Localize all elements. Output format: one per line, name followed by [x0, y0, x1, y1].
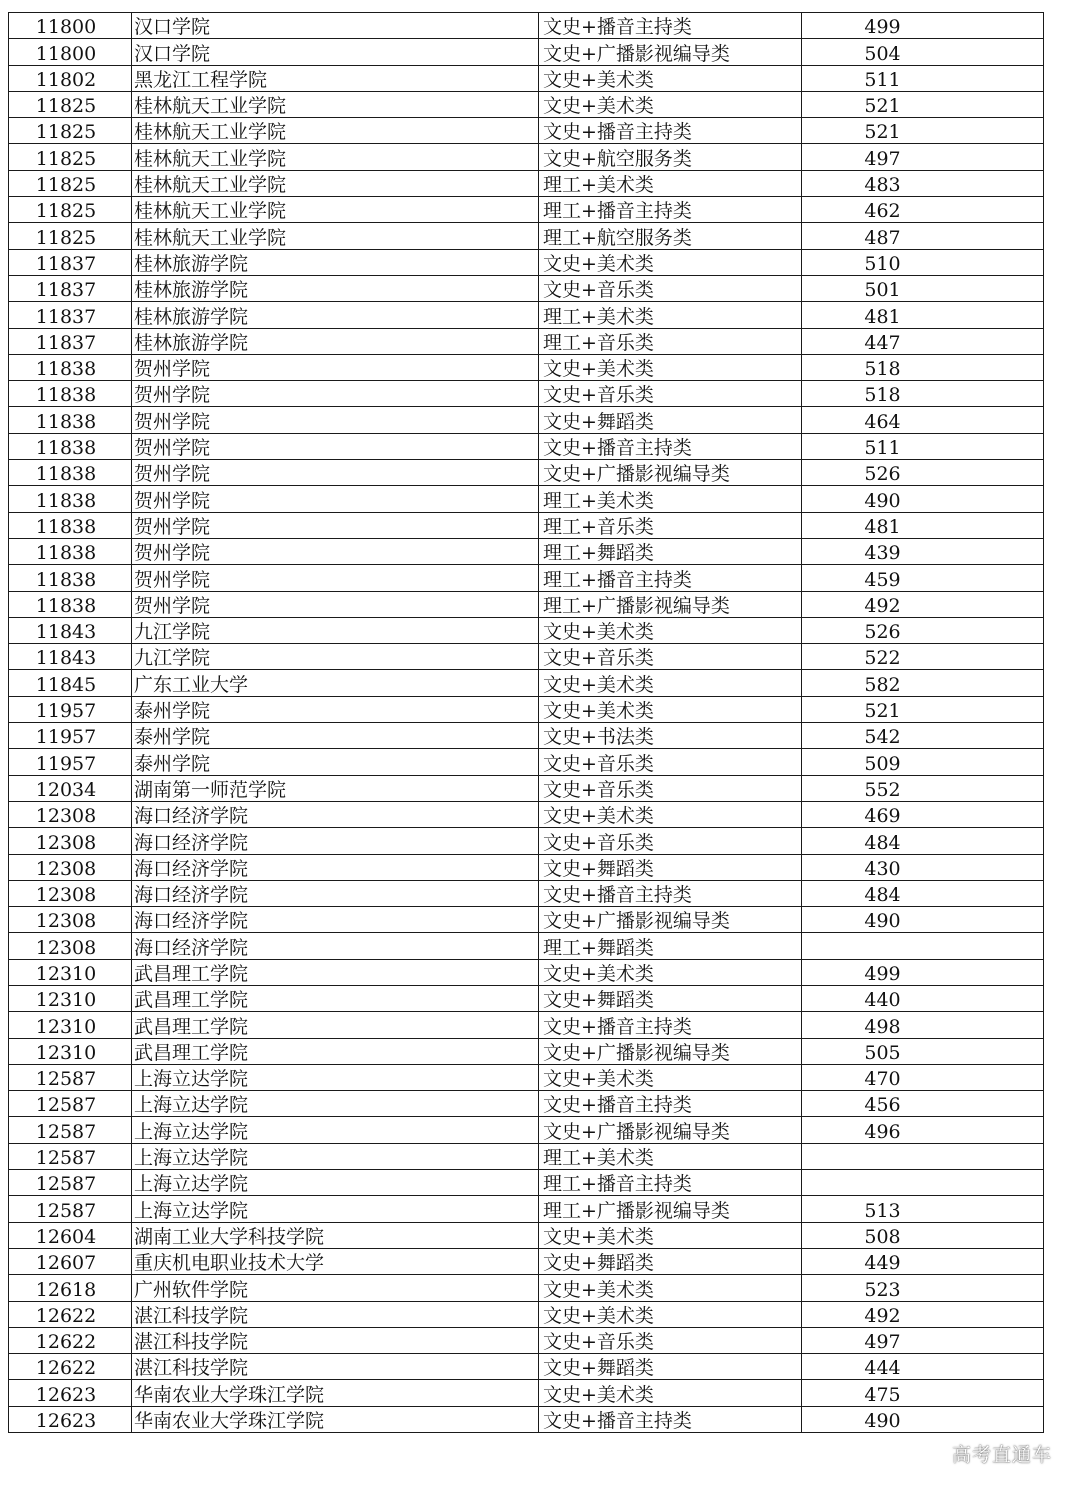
cell-school-name: 九江学院 [132, 617, 539, 643]
cell-school-code: 11802 [9, 65, 132, 91]
watermark-text: 高考直通车 [951, 1444, 1052, 1466]
table-row [9, 723, 1044, 749]
cell-subject-category: 文史+音乐类 [539, 381, 802, 407]
cell-score: 464 [802, 407, 1044, 433]
table-row [9, 1248, 1044, 1274]
cell-score: 526 [802, 617, 1044, 643]
cell-school-code: 11838 [9, 354, 132, 380]
cell-school-name: 贺州学院 [132, 407, 539, 433]
cell-school-code: 12623 [9, 1380, 132, 1406]
table-row [9, 91, 1044, 117]
cell-score [802, 1170, 1044, 1196]
cell-subject-category: 理工+美术类 [539, 486, 802, 512]
cell-subject-category: 文史+广播影视编导类 [539, 39, 802, 65]
cell-school-name: 湛江科技学院 [132, 1354, 539, 1380]
table-row [9, 1380, 1044, 1406]
cell-subject-category: 文史+美术类 [539, 959, 802, 985]
cell-score: 542 [802, 723, 1044, 749]
cell-school-code: 11838 [9, 407, 132, 433]
cell-school-name: 上海立达学院 [132, 1091, 539, 1117]
cell-score: 470 [802, 1064, 1044, 1090]
cell-school-name: 上海立达学院 [132, 1170, 539, 1196]
cell-score: 523 [802, 1275, 1044, 1301]
table-row [9, 1354, 1044, 1380]
cell-school-code: 11800 [9, 13, 132, 39]
cell-subject-category: 文史+播音主持类 [539, 13, 802, 39]
cell-school-name: 海口经济学院 [132, 828, 539, 854]
table-row [9, 328, 1044, 354]
cell-subject-category: 文史+美术类 [539, 1222, 802, 1248]
cell-subject-category: 文史+播音主持类 [539, 118, 802, 144]
cell-score: 521 [802, 118, 1044, 144]
cell-school-code: 12623 [9, 1406, 132, 1432]
cell-subject-category: 文史+音乐类 [539, 775, 802, 801]
cell-school-name: 贺州学院 [132, 591, 539, 617]
cell-subject-category: 文史+美术类 [539, 354, 802, 380]
cell-school-name: 武昌理工学院 [132, 1012, 539, 1038]
cell-school-name: 泰州学院 [132, 723, 539, 749]
cell-school-code: 11825 [9, 170, 132, 196]
table-row [9, 801, 1044, 827]
table-row [9, 1327, 1044, 1353]
cell-subject-category: 文史+广播影视编导类 [539, 1117, 802, 1143]
cell-school-code: 12587 [9, 1091, 132, 1117]
cell-school-code: 11845 [9, 670, 132, 696]
cell-score: 484 [802, 828, 1044, 854]
cell-score: 496 [802, 1117, 1044, 1143]
cell-school-name: 华南农业大学珠江学院 [132, 1380, 539, 1406]
table-row [9, 1196, 1044, 1222]
table-row [9, 512, 1044, 538]
cell-subject-category: 理工+航空服务类 [539, 223, 802, 249]
table-row [9, 749, 1044, 775]
cell-school-name: 海口经济学院 [132, 801, 539, 827]
cell-score: 521 [802, 91, 1044, 117]
cell-score: 440 [802, 985, 1044, 1011]
cell-school-name: 泰州学院 [132, 696, 539, 722]
cell-subject-category: 理工+音乐类 [539, 328, 802, 354]
cell-school-code: 12587 [9, 1170, 132, 1196]
cell-subject-category: 文史+音乐类 [539, 275, 802, 301]
cell-school-code: 11838 [9, 591, 132, 617]
cell-school-name: 广州软件学院 [132, 1275, 539, 1301]
cell-subject-category: 文史+舞蹈类 [539, 985, 802, 1011]
cell-score: 490 [802, 1406, 1044, 1432]
cell-score: 439 [802, 538, 1044, 564]
table-row [9, 197, 1044, 223]
cell-school-name: 重庆机电职业技术大学 [132, 1248, 539, 1274]
cell-school-name: 贺州学院 [132, 354, 539, 380]
cell-score: 492 [802, 1301, 1044, 1327]
cell-school-name: 桂林航天工业学院 [132, 91, 539, 117]
cell-subject-category: 理工+播音主持类 [539, 565, 802, 591]
cell-school-code: 11838 [9, 433, 132, 459]
cell-subject-category: 文史+广播影视编导类 [539, 907, 802, 933]
cell-subject-category: 文史+播音主持类 [539, 1012, 802, 1038]
table-body [9, 13, 1044, 1433]
cell-school-code: 11825 [9, 118, 132, 144]
cell-school-name: 海口经济学院 [132, 854, 539, 880]
cell-score: 499 [802, 959, 1044, 985]
cell-subject-category: 文史+美术类 [539, 801, 802, 827]
table-row [9, 460, 1044, 486]
cell-subject-category: 文史+美术类 [539, 1275, 802, 1301]
cell-school-name: 上海立达学院 [132, 1064, 539, 1090]
cell-school-name: 贺州学院 [132, 381, 539, 407]
cell-score: 521 [802, 696, 1044, 722]
table-row [9, 118, 1044, 144]
cell-subject-category: 文史+播音主持类 [539, 1091, 802, 1117]
cell-school-code: 12308 [9, 880, 132, 906]
table-row [9, 854, 1044, 880]
cell-school-code: 12034 [9, 775, 132, 801]
table-row [9, 65, 1044, 91]
cell-score: 430 [802, 854, 1044, 880]
cell-school-code: 12587 [9, 1143, 132, 1169]
cell-school-name: 海口经济学院 [132, 880, 539, 906]
table-row [9, 302, 1044, 328]
cell-school-code: 11957 [9, 723, 132, 749]
cell-school-code: 11837 [9, 302, 132, 328]
table-row [9, 1275, 1044, 1301]
cell-school-name: 桂林旅游学院 [132, 275, 539, 301]
cell-school-code: 12308 [9, 828, 132, 854]
table-row [9, 880, 1044, 906]
cell-subject-category: 理工+广播影视编导类 [539, 591, 802, 617]
cell-score: 490 [802, 907, 1044, 933]
table-row [9, 696, 1044, 722]
cell-school-name: 桂林航天工业学院 [132, 170, 539, 196]
cell-subject-category: 文史+音乐类 [539, 1327, 802, 1353]
table-row [9, 565, 1044, 591]
cell-score [802, 933, 1044, 959]
cell-subject-category: 理工+美术类 [539, 170, 802, 196]
table-row [9, 591, 1044, 617]
table-row [9, 223, 1044, 249]
cell-school-name: 桂林航天工业学院 [132, 197, 539, 223]
cell-school-code: 12308 [9, 854, 132, 880]
cell-school-code: 12618 [9, 1275, 132, 1301]
cell-subject-category: 文史+广播影视编导类 [539, 1038, 802, 1064]
cell-score: 518 [802, 354, 1044, 380]
cell-score: 449 [802, 1248, 1044, 1274]
cell-subject-category: 文史+音乐类 [539, 644, 802, 670]
cell-school-code: 12604 [9, 1222, 132, 1248]
cell-subject-category: 文史+美术类 [539, 1380, 802, 1406]
cell-score: 497 [802, 1327, 1044, 1353]
cell-school-name: 贺州学院 [132, 538, 539, 564]
cell-subject-category: 理工+播音主持类 [539, 1170, 802, 1196]
table-row [9, 170, 1044, 196]
cell-subject-category: 文史+美术类 [539, 1064, 802, 1090]
cell-subject-category: 文史+音乐类 [539, 749, 802, 775]
table-row [9, 39, 1044, 65]
cell-school-name: 贺州学院 [132, 512, 539, 538]
cell-school-code: 11825 [9, 197, 132, 223]
cell-school-name: 广东工业大学 [132, 670, 539, 696]
table-row [9, 538, 1044, 564]
table-row [9, 144, 1044, 170]
cell-score: 481 [802, 302, 1044, 328]
table-row [9, 275, 1044, 301]
table-row [9, 907, 1044, 933]
cell-subject-category: 文史+航空服务类 [539, 144, 802, 170]
table-row [9, 985, 1044, 1011]
cell-score: 483 [802, 170, 1044, 196]
cell-score: 513 [802, 1196, 1044, 1222]
table-row [9, 1170, 1044, 1196]
cell-subject-category: 文史+美术类 [539, 1301, 802, 1327]
cell-score: 505 [802, 1038, 1044, 1064]
cell-score: 487 [802, 223, 1044, 249]
cell-subject-category: 理工+美术类 [539, 1143, 802, 1169]
cell-school-name: 湛江科技学院 [132, 1301, 539, 1327]
table-row [9, 644, 1044, 670]
cell-score: 504 [802, 39, 1044, 65]
cell-score: 522 [802, 644, 1044, 670]
cell-score: 498 [802, 1012, 1044, 1038]
cell-school-code: 12587 [9, 1117, 132, 1143]
cell-score: 501 [802, 275, 1044, 301]
table-row [9, 617, 1044, 643]
cell-score: 456 [802, 1091, 1044, 1117]
cell-score: 481 [802, 512, 1044, 538]
cell-school-name: 海口经济学院 [132, 907, 539, 933]
cell-school-code: 12310 [9, 1012, 132, 1038]
cell-school-code: 12622 [9, 1354, 132, 1380]
table-row [9, 1117, 1044, 1143]
cell-school-code: 11843 [9, 644, 132, 670]
cell-school-name: 上海立达学院 [132, 1117, 539, 1143]
cell-score: 475 [802, 1380, 1044, 1406]
cell-school-code: 12587 [9, 1196, 132, 1222]
cell-score: 582 [802, 670, 1044, 696]
cell-school-name: 贺州学院 [132, 433, 539, 459]
cell-score: 447 [802, 328, 1044, 354]
cell-school-name: 湛江科技学院 [132, 1327, 539, 1353]
cell-subject-category: 文史+舞蹈类 [539, 1248, 802, 1274]
cell-school-name: 桂林航天工业学院 [132, 223, 539, 249]
cell-subject-category: 文史+广播影视编导类 [539, 460, 802, 486]
cell-school-name: 桂林航天工业学院 [132, 118, 539, 144]
cell-subject-category: 文史+播音主持类 [539, 1406, 802, 1432]
table-row [9, 670, 1044, 696]
cell-school-name: 桂林旅游学院 [132, 249, 539, 275]
cell-subject-category: 文史+音乐类 [539, 828, 802, 854]
cell-school-code: 11957 [9, 749, 132, 775]
cell-school-code: 11838 [9, 381, 132, 407]
cell-school-code: 12587 [9, 1064, 132, 1090]
cell-score: 511 [802, 433, 1044, 459]
cell-score: 462 [802, 197, 1044, 223]
table-row [9, 828, 1044, 854]
cell-score: 526 [802, 460, 1044, 486]
cell-school-code: 12310 [9, 985, 132, 1011]
table-row [9, 407, 1044, 433]
cell-school-name: 湖南工业大学科技学院 [132, 1222, 539, 1248]
table-row [9, 933, 1044, 959]
cell-subject-category: 文史+舞蹈类 [539, 854, 802, 880]
cell-subject-category: 文史+舞蹈类 [539, 407, 802, 433]
cell-school-code: 12308 [9, 907, 132, 933]
cell-school-name: 贺州学院 [132, 460, 539, 486]
cell-subject-category: 文史+美术类 [539, 617, 802, 643]
table-row [9, 433, 1044, 459]
cell-score: 492 [802, 591, 1044, 617]
cell-subject-category: 文史+美术类 [539, 670, 802, 696]
admission-score-table [8, 12, 1044, 1433]
cell-school-code: 11825 [9, 91, 132, 117]
cell-score: 510 [802, 249, 1044, 275]
cell-school-code: 11825 [9, 223, 132, 249]
cell-subject-category: 文史+播音主持类 [539, 433, 802, 459]
cell-score: 499 [802, 13, 1044, 39]
cell-subject-category: 文史+美术类 [539, 91, 802, 117]
cell-score: 490 [802, 486, 1044, 512]
cell-school-code: 11957 [9, 696, 132, 722]
cell-school-name: 海口经济学院 [132, 933, 539, 959]
cell-subject-category: 理工+音乐类 [539, 512, 802, 538]
cell-score: 444 [802, 1354, 1044, 1380]
cell-school-code: 11838 [9, 538, 132, 564]
cell-school-code: 12622 [9, 1327, 132, 1353]
cell-school-code: 11837 [9, 249, 132, 275]
cell-school-code: 11825 [9, 144, 132, 170]
cell-school-name: 汉口学院 [132, 13, 539, 39]
table-row [9, 381, 1044, 407]
table-row [9, 775, 1044, 801]
cell-school-name: 上海立达学院 [132, 1143, 539, 1169]
table-row [9, 1406, 1044, 1432]
cell-school-name: 上海立达学院 [132, 1196, 539, 1222]
cell-school-name: 九江学院 [132, 644, 539, 670]
cell-school-name: 桂林航天工业学院 [132, 144, 539, 170]
cell-school-code: 11838 [9, 565, 132, 591]
cell-subject-category: 文史+美术类 [539, 249, 802, 275]
table-row [9, 1012, 1044, 1038]
cell-school-code: 11800 [9, 39, 132, 65]
cell-score: 518 [802, 381, 1044, 407]
cell-subject-category: 理工+舞蹈类 [539, 933, 802, 959]
table-row [9, 354, 1044, 380]
table-row [9, 249, 1044, 275]
cell-school-name: 湖南第一师范学院 [132, 775, 539, 801]
cell-subject-category: 理工+美术类 [539, 302, 802, 328]
cell-subject-category: 文史+舞蹈类 [539, 1354, 802, 1380]
cell-score: 508 [802, 1222, 1044, 1248]
cell-score: 497 [802, 144, 1044, 170]
cell-school-code: 11837 [9, 275, 132, 301]
cell-score: 509 [802, 749, 1044, 775]
cell-score: 459 [802, 565, 1044, 591]
table-row [9, 1301, 1044, 1327]
cell-school-name: 黑龙江工程学院 [132, 65, 539, 91]
cell-school-name: 泰州学院 [132, 749, 539, 775]
table-row [9, 1143, 1044, 1169]
cell-school-code: 12308 [9, 933, 132, 959]
cell-subject-category: 理工+舞蹈类 [539, 538, 802, 564]
table-row [9, 1038, 1044, 1064]
cell-subject-category: 理工+播音主持类 [539, 197, 802, 223]
cell-school-name: 贺州学院 [132, 565, 539, 591]
table-row [9, 1064, 1044, 1090]
cell-school-code: 11838 [9, 486, 132, 512]
cell-score [802, 1143, 1044, 1169]
table-row [9, 959, 1044, 985]
cell-school-name: 武昌理工学院 [132, 985, 539, 1011]
table-row [9, 486, 1044, 512]
cell-subject-category: 文史+美术类 [539, 65, 802, 91]
cell-school-code: 12310 [9, 959, 132, 985]
cell-subject-category: 文史+美术类 [539, 696, 802, 722]
table-row [9, 1091, 1044, 1117]
cell-subject-category: 文史+播音主持类 [539, 880, 802, 906]
cell-school-name: 武昌理工学院 [132, 959, 539, 985]
cell-subject-category: 文史+书法类 [539, 723, 802, 749]
cell-score: 484 [802, 880, 1044, 906]
cell-school-code: 12308 [9, 801, 132, 827]
cell-score: 552 [802, 775, 1044, 801]
cell-score: 469 [802, 801, 1044, 827]
cell-school-name: 桂林旅游学院 [132, 302, 539, 328]
cell-school-code: 12622 [9, 1301, 132, 1327]
cell-school-code: 12607 [9, 1248, 132, 1274]
cell-school-name: 汉口学院 [132, 39, 539, 65]
cell-school-name: 武昌理工学院 [132, 1038, 539, 1064]
cell-school-code: 11837 [9, 328, 132, 354]
cell-school-name: 华南农业大学珠江学院 [132, 1406, 539, 1432]
cell-score: 511 [802, 65, 1044, 91]
cell-school-code: 11843 [9, 617, 132, 643]
table-row [9, 1222, 1044, 1248]
cell-school-code: 11838 [9, 460, 132, 486]
cell-school-code: 12310 [9, 1038, 132, 1064]
cell-school-name: 桂林旅游学院 [132, 328, 539, 354]
cell-school-name: 贺州学院 [132, 486, 539, 512]
table-row [9, 13, 1044, 39]
cell-school-code: 11838 [9, 512, 132, 538]
cell-subject-category: 理工+广播影视编导类 [539, 1196, 802, 1222]
